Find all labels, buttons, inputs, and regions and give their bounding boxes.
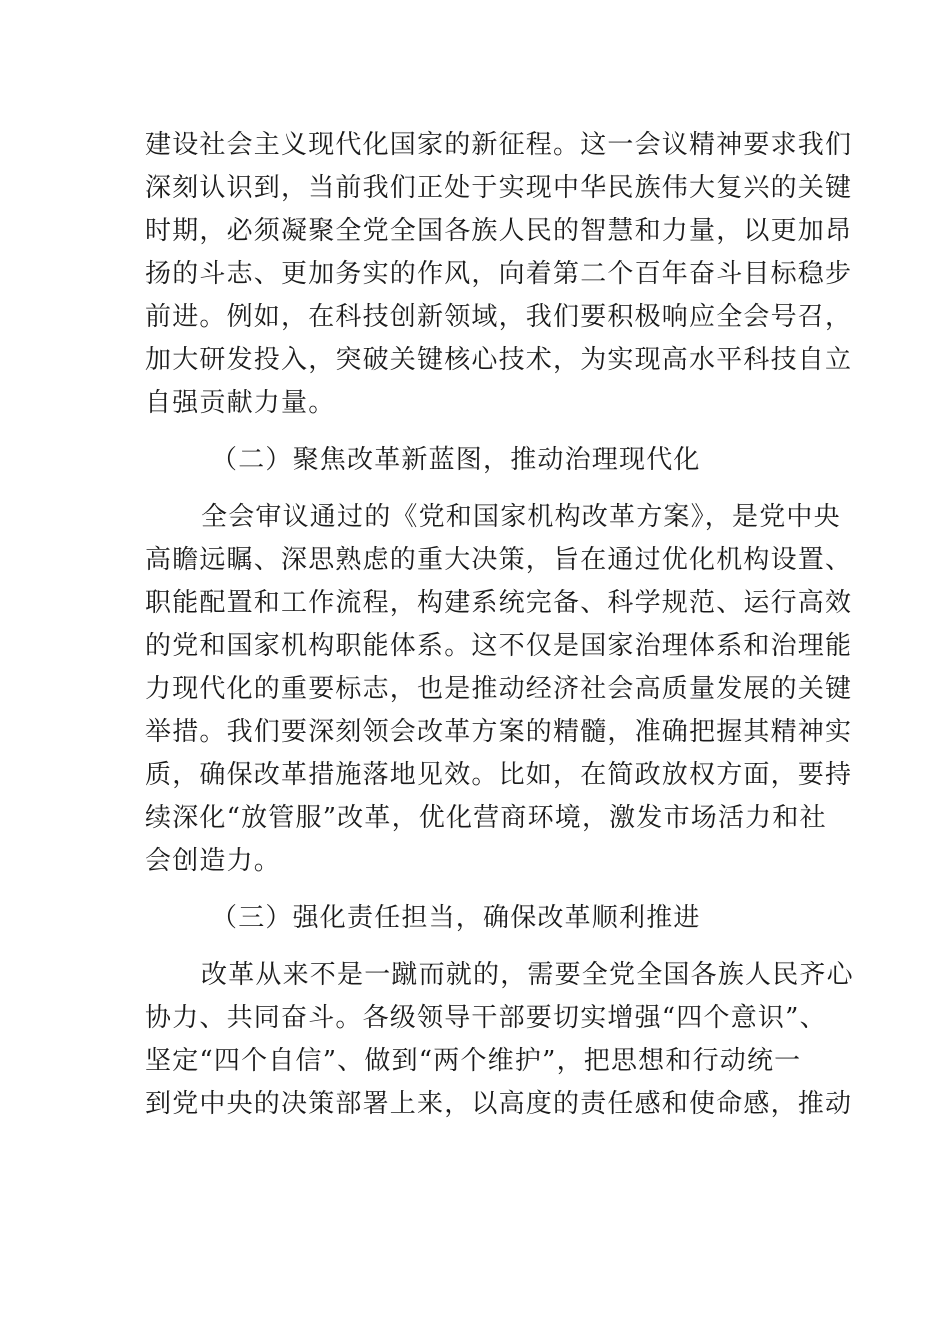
text-line: 续深化“放管服”改革，优化营商环境，激发市场活力和社: [145, 803, 827, 833]
document-body: [145, 124, 854, 1126]
text-line: 职能配置和工作流程，构建系统完备、科学规范、运行高效: [145, 588, 853, 618]
text-line: 质，确保改革措施落地见效。比如，在简政放权方面，要持: [145, 760, 853, 790]
text-line: 改革从来不是一蹴而就的，需要全党全国各族人民齐心: [201, 960, 854, 990]
text-line: 加大研发投入，突破关键核心技术，为实现高水平科技自立: [145, 345, 853, 375]
text-line: 协力、共同奋斗。各级领导干部要切实增强“四个意识”、: [145, 1003, 827, 1033]
text-line: 前进。例如，在科技创新领域，我们要积极响应全会号召，: [145, 302, 853, 332]
paragraph-section-3: [145, 954, 854, 1126]
text-line: 举措。我们要深刻领会改革方案的精髓，准确把握其精神实: [145, 717, 853, 747]
text-line: 时期，必须凝聚全党全国各族人民的智慧和力量，以更加昂: [145, 216, 853, 246]
section-heading-2: （二）聚焦改革新蓝图，推动治理现代化: [211, 445, 701, 475]
paragraph-section-2: [145, 496, 853, 883]
text-line: 深刻认识到，当前我们正处于实现中华民族伟大复兴的关键: [145, 173, 853, 203]
text-line: 的党和国家机构职能体系。这不仅是国家治理体系和治理能: [145, 631, 853, 661]
text-line: 建设社会主义现代化国家的新征程。这一会议精神要求我们: [145, 130, 853, 160]
text-line: 扬的斗志、更加务实的作风，向着第二个百年奋斗目标稳步: [145, 259, 853, 289]
text-line: 高瞻远瞩、深思熟虑的重大决策，旨在通过优化机构设置、: [145, 545, 853, 575]
text-line: 到党中央的决策部署上来，以高度的责任感和使命感，推动: [145, 1089, 853, 1119]
text-line: 力现代化的重要标志，也是推动经济社会高质量发展的关键: [145, 674, 853, 704]
section-heading-3: （三）强化责任担当，确保改革顺利推进: [211, 903, 701, 933]
text-line: 会创造力。: [145, 846, 282, 876]
text-line: 自强贡献力量。: [145, 388, 336, 418]
text-line: 全会审议通过的《党和国家机构改革方案》，是党中央: [201, 502, 841, 532]
text-line: 坚定“四个自信”、做到“两个维护”，把思想和行动统一: [145, 1046, 802, 1076]
paragraph-continuation: [145, 124, 853, 425]
